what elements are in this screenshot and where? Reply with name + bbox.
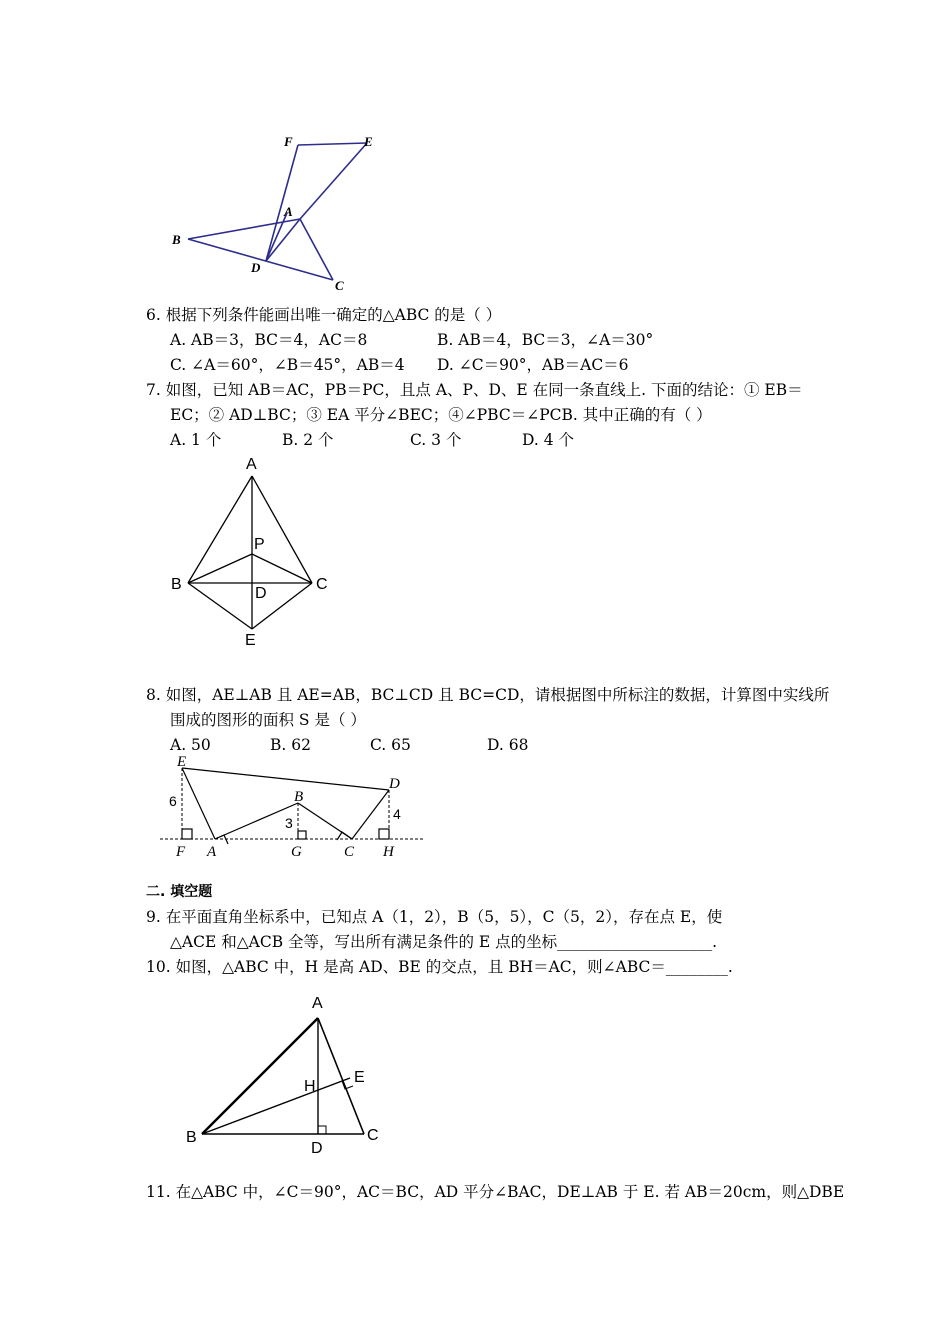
question-6-stem: 6. 根据下列条件能画出唯一确定的△ABC 的是（ ） [146,306,502,324]
label-h: H [383,844,394,860]
label-a: A [312,995,323,1012]
question-7-option-c: C. 3 个 [410,431,462,449]
label-d: D [311,1140,323,1157]
question-6-option-b: B. AB＝4，BC＝3，∠A＝30° [437,331,654,349]
question-11-line-1: 11. 在△ABC 中，∠C＝90°，AC＝BC，AD 平分∠BAC，DE⊥AB 于 E. 若 AB＝20cm，则△DBE [146,1183,845,1201]
label-e: E [177,754,187,770]
question-7-option-b: B. 2 个 [282,431,334,449]
label-c: C [344,844,355,860]
question-8-option-d: D. 68 [487,736,529,754]
label-c: C [335,278,344,293]
question-6-option-c: C. ∠A＝60°，∠B＝45°，AB＝4 [170,356,405,374]
label-e: E [245,632,256,649]
question-8-option-a: A. 50 [170,736,211,754]
question-7-option-a: A. 1 个 [170,431,222,449]
question-9-line-1: 9. 在平面直角坐标系中，已知点 A（1，2），B（5，5），C（5，2），存在点 E，使 [146,908,723,926]
label-b: B [171,576,182,593]
question-8-line-1: 8. 如图，AE⊥AB 且 AE=AB，BC⊥CD 且 BC=CD，请根据图中所标注的数据，计算图中实线所 [146,686,830,704]
label-c: C [367,1127,379,1144]
question-7-option-d: D. 4 个 [522,431,575,449]
figure-q7 [165,452,345,652]
label-g: G [291,844,302,860]
question-7-line-1: 7. 如图，已知 AB＝AC，PB＝PC，且点 A、P、D、E 在同一条直线上. 下面的结论：① EB＝ [146,381,803,399]
question-8-option-c: C. 65 [370,736,411,754]
label-a: A [246,456,257,473]
label-a: A [207,844,217,860]
label-f: F [176,844,186,860]
label-e: E [354,1069,365,1086]
label-d: D [251,260,261,275]
section-2-title: 二. 填空题 [146,884,213,900]
label-h: H [304,1078,316,1095]
label-d: D [389,776,400,792]
label-4: 4 [393,806,401,822]
label-6: 6 [169,793,177,809]
question-8-line-2: 围成的图形的面积 S 是（ ） [170,711,366,729]
label-b: B [172,232,181,247]
label-d: D [255,585,267,602]
label-f: F [284,134,293,149]
question-7-line-2: EC；② AD⊥BC；③ EA 平分∠BEC；④∠PBC＝∠PCB. 其中正确的有（ ） [170,406,712,424]
question-9-line-2: △ACE 和△ACB 全等，写出所有满足条件的 E 点的坐标____________________. [170,933,718,951]
question-10-line-1: 10. 如图，△ABC 中，H 是高 AD、BE 的交点，且 BH＝AC，则∠ABC＝________. [146,958,733,976]
figure-q8 [155,752,430,862]
question-6-option-a: A. AB＝3，BC＝4，AC＝8 [170,331,368,349]
label-e: E [364,134,373,149]
figure-q5 [160,118,390,303]
label-p: P [254,536,265,553]
label-3: 3 [285,815,293,831]
question-8-option-b: B. 62 [270,736,311,754]
question-6-option-d: D. ∠C＝90°，AB＝AC＝6 [437,356,629,374]
label-b: B [294,789,304,805]
label-c: C [316,576,328,593]
label-a: A [284,204,293,219]
figure-q10 [180,990,400,1160]
label-b: B [186,1129,197,1146]
